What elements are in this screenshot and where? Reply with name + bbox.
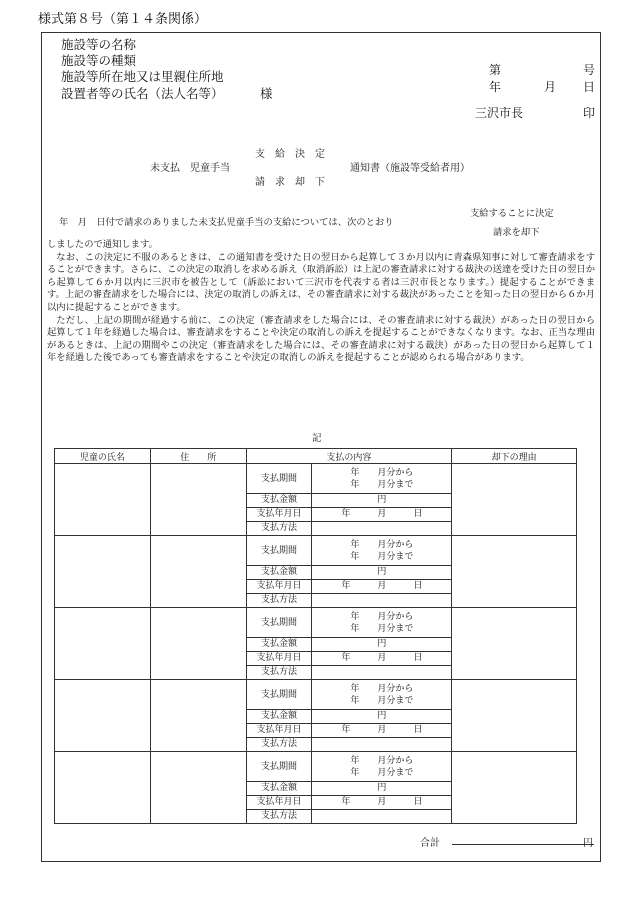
child-name-cell[interactable] xyxy=(55,464,151,536)
table-row xyxy=(55,464,577,494)
child-address-cell[interactable] xyxy=(150,608,246,680)
date-value: 年 月 日 xyxy=(312,652,452,666)
period-to: 年 月分まで xyxy=(350,551,414,562)
doc-date-day: 日 xyxy=(583,80,596,94)
date-value: 年 月 日 xyxy=(312,580,452,594)
period-value xyxy=(312,752,452,782)
method-label: 支払方法 xyxy=(246,738,312,752)
total-unit: 円 xyxy=(583,838,593,849)
method-label: 支払方法 xyxy=(246,810,312,824)
child-address-cell[interactable] xyxy=(150,536,246,608)
opening-date-sentence: 年 月 日付で請求のありました未支払児童手当の支給については、次のとおり xyxy=(59,217,394,228)
issuer-name: 三沢市長 xyxy=(475,106,524,120)
opening-decision-reject: 請求を却下 xyxy=(493,227,540,238)
doc-number-prefix: 第 xyxy=(489,63,502,77)
appeal-paragraph: なお、この決定に不服のあるときは、この通知書を受けた日の翌日から起算して３か月以内に青森県知事に対して審査請求をすることができます。さらに、この決定の取消しを求める訴え（取消訴訟）は上記の審査請求に対する裁決の送達を受けた日の翌日から起算して６か月以内に三沢市を被告として（訴訟において三沢市を代表する者は三沢市長となります。）提起することができます。上記の審査請求をした場合には、決定の取消しの訴えは、その審査請求に対する裁決があったことを知った日の翌日から６か月以内に提起することができます。 xyxy=(47,251,595,313)
amount-label: 支払金額 xyxy=(246,638,312,652)
period-label: 支払期間 xyxy=(246,536,312,566)
recipient-honorific: 様 xyxy=(260,86,273,101)
amount-value: 円 xyxy=(312,782,452,796)
child-name-cell[interactable] xyxy=(55,680,151,752)
title-option-decision: 支 給 決 定 xyxy=(255,149,325,160)
header-payment-content: 支払の内容 xyxy=(246,449,452,464)
method-value[interactable] xyxy=(312,594,452,608)
child-name-cell[interactable] xyxy=(55,752,151,824)
doc-date-year: 年 xyxy=(489,80,502,94)
method-label: 支払方法 xyxy=(246,594,312,608)
amount-label: 支払金額 xyxy=(246,494,312,508)
date-label: 支払年月日 xyxy=(246,724,312,738)
doc-date-month: 月 xyxy=(544,80,557,94)
period-value xyxy=(312,464,452,494)
period-label: 支払期間 xyxy=(246,680,312,710)
title-suffix: 通知書（施設等受給者用） xyxy=(350,163,470,174)
date-value: 年 月 日 xyxy=(312,724,452,738)
table-row xyxy=(55,536,577,566)
child-name-cell[interactable] xyxy=(55,536,151,608)
amount-value: 円 xyxy=(312,566,452,580)
opening-decision-grant: 支給することに決定 xyxy=(470,208,554,219)
title-option-rejection: 請 求 却 下 xyxy=(255,177,325,188)
date-label: 支払年月日 xyxy=(246,580,312,594)
method-value[interactable] xyxy=(312,810,452,824)
date-label: 支払年月日 xyxy=(246,652,312,666)
header-child-name: 児童の氏名 xyxy=(55,449,151,464)
date-value: 年 月 日 xyxy=(312,508,452,522)
amount-value: 円 xyxy=(312,710,452,724)
table-row xyxy=(55,752,577,782)
method-value[interactable] xyxy=(312,522,452,536)
rejection-reason-cell[interactable] xyxy=(452,608,577,680)
title-prefix: 未支払 児童手当 xyxy=(150,163,230,174)
recipient-facility-address: 施設等所在地又は里親住所地 xyxy=(61,69,224,84)
period-value xyxy=(312,608,452,638)
ki-heading: 記 xyxy=(312,433,322,444)
period-from: 年 月分から xyxy=(350,611,414,622)
child-address-cell[interactable] xyxy=(150,752,246,824)
table-row xyxy=(55,608,577,638)
date-label: 支払年月日 xyxy=(246,796,312,810)
recipient-founder-name: 設置者等の氏名（法人名等） xyxy=(61,86,224,101)
period-from: 年 月分から xyxy=(350,539,414,550)
payment-table xyxy=(54,448,577,824)
recipient-facility-name: 施設等の名称 xyxy=(61,37,137,52)
date-label: 支払年月日 xyxy=(246,508,312,522)
table-row xyxy=(55,680,577,710)
period-to: 年 月分まで xyxy=(350,767,414,778)
opening-end: しましたので通知します。 xyxy=(47,239,158,250)
amount-label: 支払金額 xyxy=(246,782,312,796)
amount-value: 円 xyxy=(312,494,452,508)
method-label: 支払方法 xyxy=(246,522,312,536)
table-header-row xyxy=(55,449,577,464)
period-label: 支払期間 xyxy=(246,464,312,494)
child-address-cell[interactable] xyxy=(150,464,246,536)
period-from: 年 月分から xyxy=(350,755,414,766)
method-value[interactable] xyxy=(312,666,452,680)
period-value xyxy=(312,536,452,566)
recipient-facility-type: 施設等の種類 xyxy=(61,53,137,68)
amount-label: 支払金額 xyxy=(246,710,312,724)
rejection-reason-cell[interactable] xyxy=(452,752,577,824)
period-to: 年 月分まで xyxy=(350,695,414,706)
method-value[interactable] xyxy=(312,738,452,752)
rejection-reason-cell[interactable] xyxy=(452,536,577,608)
form-number: 様式第８号（第１４条関係） xyxy=(38,12,208,27)
method-label: 支払方法 xyxy=(246,666,312,680)
issuer-seal: 印 xyxy=(583,106,596,120)
doc-number-suffix: 号 xyxy=(583,63,596,77)
period-value xyxy=(312,680,452,710)
period-to: 年 月分まで xyxy=(350,623,414,634)
child-name-cell[interactable] xyxy=(55,608,151,680)
period-label: 支払期間 xyxy=(246,752,312,782)
rejection-reason-cell[interactable] xyxy=(452,464,577,536)
deadline-paragraph: ただし、上記の期間が経過する前に、この決定（審査請求をした場合には、その審査請求に対する裁決）があった日の翌日から起算して１年を経過した場合は、審査請求をすることや決定の取消しの訴えを提起することができなくなります。なお、正当な理由があるときは、上記の期間やこの決定（審査請求をした場合には、その審査請求に対する裁決）があった日の翌日から起算して１年を経過した後であっても審査請求をすることや決定の取消しの訴えを提起することが認められる場合があります。 xyxy=(47,314,595,364)
period-to: 年 月分まで xyxy=(350,479,414,490)
date-value: 年 月 日 xyxy=(312,796,452,810)
period-from: 年 月分から xyxy=(350,467,414,478)
total-underline xyxy=(452,844,594,845)
period-label: 支払期間 xyxy=(246,608,312,638)
period-from: 年 月分から xyxy=(350,683,414,694)
notice-body xyxy=(47,239,595,365)
header-address: 住 所 xyxy=(150,449,246,464)
total-label: 合計 xyxy=(420,838,440,849)
child-address-cell[interactable] xyxy=(150,680,246,752)
rejection-reason-cell[interactable] xyxy=(452,680,577,752)
header-rejection-reason: 却下の理由 xyxy=(452,449,577,464)
amount-label: 支払金額 xyxy=(246,566,312,580)
amount-value: 円 xyxy=(312,638,452,652)
